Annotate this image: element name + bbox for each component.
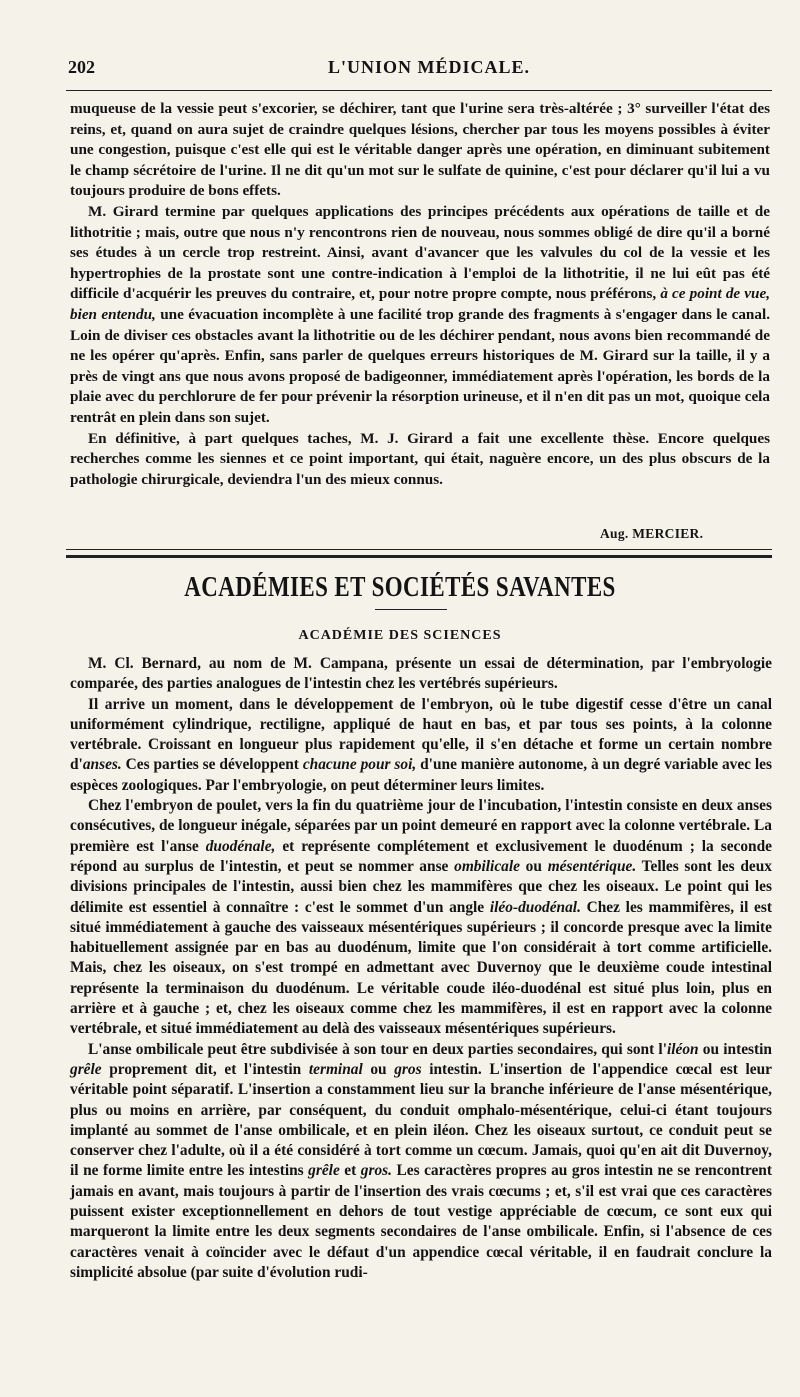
academy-text <box>70 654 772 1283</box>
page-number: 202 <box>68 57 95 77</box>
title-underline <box>375 609 447 610</box>
author-signature: Aug. MERCIER. <box>600 526 704 541</box>
header-rule <box>66 90 772 91</box>
review-paragraph: muqueuse de la vessie peut s'excorier, se déchirer, tant que l'urine sera très-altérée ; 3° surveiller l'état des reins, et, quand on aura sujet de craindre quelques lésions, chercher par tous les moyens possibles à éviter une congestion, puisque c'est elle qui est le véritable danger après une opération, en diminuant subitement le champ sécrétoire de l'urine. Il ne dit qu'un mot sur le sulfate de quinine, c'est pour déclarer qu'il lui a vu toujours produire de bons effets. <box>70 100 770 200</box>
review-text <box>70 99 770 490</box>
review-paragraph: En définitive, à part quelques taches, M. J. Girard a fait une excellente thèse. Encore quelques recherches comme les siennes et ce point important, qui était, naguère encore, un des plus obscurs de la pathologie chirurgicale, deviendra l'un des mieux connus. <box>70 429 770 488</box>
running-title: L'UNION MÉDICALE. <box>328 57 531 77</box>
section-divider-thick <box>66 555 772 558</box>
academy-paragraph: M. Cl. Bernard, au nom de M. Campana, présente un essai de détermination, par l'embryologie comparée, des parties analogues de l'intestin chez les vertébrés supérieurs. <box>70 655 772 693</box>
academy-paragraph: Chez l'embryon de poulet, vers la fin du quatrième jour de l'incubation, l'intestin consiste en deux anses consécutives, de longueur inégale, séparées par un point demeuré en rapport avec la colonne vertébrale. La première est l'anse duodénale, et représente complétement et exclusivement le duodénum ; la seconde répond au surplus de l'intestin, et peut se nommer anse ombilicale ou mésentérique. Telles sont les deux divisions principales de l'intestin, aussi bien chez les mammifères que chez les oiseaux. Le point qui les délimite est essentiel à connaître : c'est le sommet d'un angle iléo-duodénal. Chez les mammifères, il est situé immédiatement à gauche des vaisseaux mésentériques supérieurs ; il concorde presque avec la limite habituellement assignée par en bas au duodénum, limite que l'on considérait à tort comme artificielle. Mais, chez les oiseaux, on s'est trompé en admettant avec Duvernoy que le deuxième coude intestinal représente la terminaison du duodénum. Le véritable coude iléo-duodénal est situé plus loin, plus en arrière et à gauche ; et, chez les oiseaux comme chez les mammifères, il est en rapport avec la colonne vertébrale, et situé immédiatement au delà des vaisseaux mésentériques supérieurs. <box>70 797 773 1038</box>
section-title: ACADÉMIES ET SOCIÉTÉS SAVANTES <box>184 572 616 603</box>
section-subtitle: ACADÉMIE DES SCIENCES <box>298 628 502 643</box>
review-paragraph: M. Girard termine par quelques applications des principes précédents aux opérations de taille et de lithotritie ; mais, outre que nous n'y rencontrons rien de nouveau, nous sommes obligé de dire qu'il a borné ses études à un cercle trop restreint. Ainsi, avant d'avancer que les valvules du col de la vessie et les hypertrophies de la prostate sont une contre-indication à l'emploi de la lithotritie, il ne lui eût pas été difficile d'acquérir les preuves du contraire, et, pour notre propre compte, nous préférons, à ce point de vue, bien entendu, une évacuation incomplète à une facilité trop grande des fragments à s'engager dans le canal. Loin de diviser ces obstacles avant la lithotritie ou de les déchirer pendant, nous avons bien recommandé de ne les opérer qu'après. Enfin, sans parler de quelques erreurs historiques de M. Girard sur la taille, il y a près de vingt ans que nous avons proposé de badigeonner, immédiatement après l'opération, les bords de la plaie avec du perchlorure de fer pour prévenir la résorption urineuse, et il n'en dit pas un mot, quoique cela rentrât en plein dans son sujet. <box>70 202 770 426</box>
academy-paragraph: L'anse ombilicale peut être subdivisée à son tour en deux parties secondaires, qui sont l'iléon ou intestin grêle proprement dit, et l'intestin terminal ou gros intestin. L'insertion de l'appendice cœcal est leur véritable point séparatif. L'insertion a constamment lieu sur la branche inférieure de l'anse mésentérique, plus ou moins en arrière, par conséquent, du conduit omphalo-mésentérique, celui-ci étant toujours implanté au sommet de l'anse ombilicale, et en plein iléon. Chez les oiseaux surtout, ce conduit peut se conserver chez l'adulte, où il a été considéré à tort comme un cœcum. Jamais, quoi qu'en ait dit Duvernoy, il ne forme limite entre les intestins grêle et gros. Les caractères propres au gros intestin ne se rencontrent jamais en avant, mais toujours à partir de l'insertion des vrais cœcums ; et, s'il est vrai que ces caractères puissent exister exceptionnellement en dehors de tout vestige appréciable de cœcum, ce sont eux qui marqueront la limite entre les deux segments secondaires de l'anse ombilicale. Enfin, si l'absence de ces caractères venait à coïncider avec le défaut d'un appendice cœcal véritable, il en faudrait conclure la simplicité absolue (par suite d'évolution rudi- <box>70 1040 772 1281</box>
academy-paragraph: Il arrive un moment, dans le développement de l'embryon, où le tube digestif cesse d'être un canal uniformément cylindrique, rectiligne, appliqué de haut en bas, et par tous ses points, à la colonne vertébrale. Croissant en longueur plus rapidement qu'elle, il s'en détache et forme un certain nombre d'anses. Ces parties se développent chacune pour soi, d'une manière autonome, à un degré variable avec les espèces zoologiques. Par l'embryologie, on peut déterminer leurs limites. <box>70 695 772 794</box>
section-divider-thin <box>66 549 772 550</box>
